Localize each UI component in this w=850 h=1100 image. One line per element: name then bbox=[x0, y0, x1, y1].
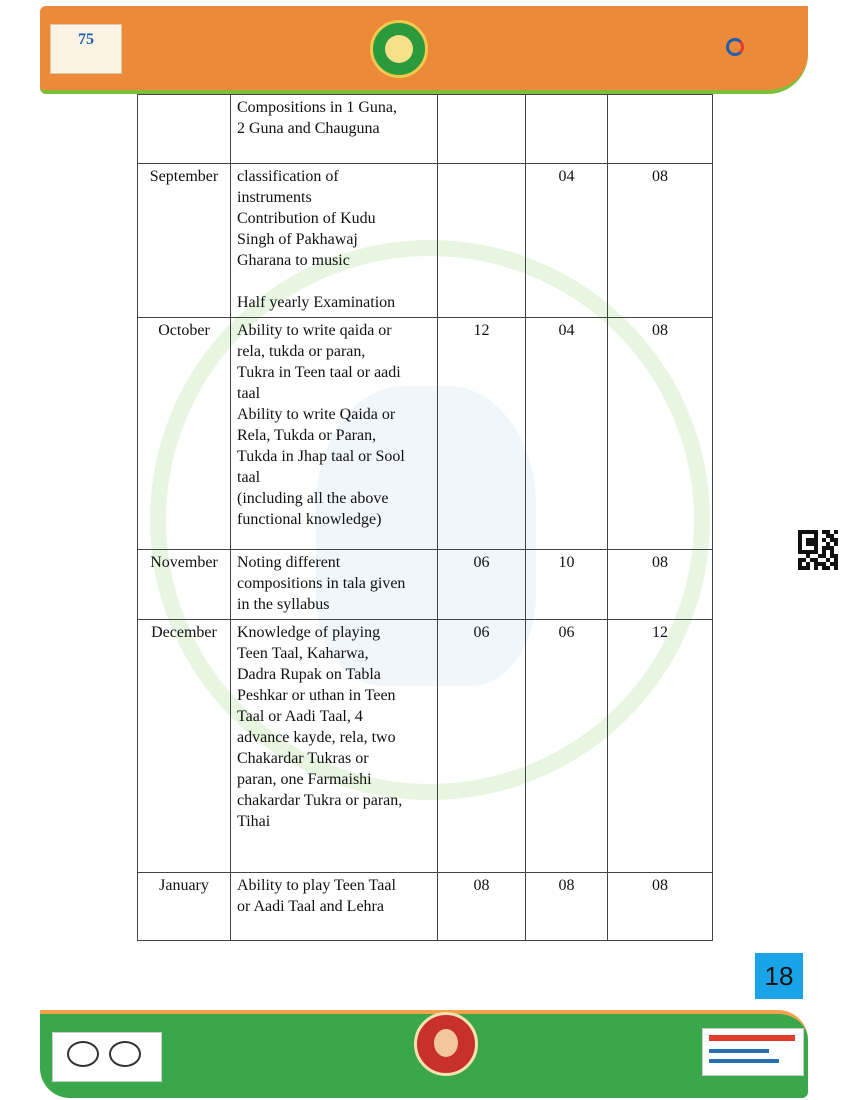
qr-code-icon[interactable] bbox=[798, 530, 838, 570]
marks-cell: 08 bbox=[438, 873, 526, 941]
content-line: taal bbox=[237, 385, 261, 402]
table-row bbox=[138, 95, 713, 164]
content-line bbox=[237, 271, 431, 292]
content-line: Dadra Rupak on Tabla bbox=[237, 666, 381, 683]
content-cell bbox=[231, 164, 438, 318]
content-line: or Aadi Taal and Lehra bbox=[237, 898, 384, 915]
content-line: functional knowledge) bbox=[237, 511, 382, 528]
month-cell: January bbox=[138, 873, 231, 941]
marks-cell: 08 bbox=[526, 873, 608, 941]
content-line: Taal or Aadi Taal, 4 bbox=[237, 708, 363, 725]
content-line: Ability to write Qaida or bbox=[237, 406, 396, 423]
content-line: Peshkar or uthan in Teen bbox=[237, 687, 396, 704]
table-row bbox=[138, 318, 713, 550]
marks-cell: 06 bbox=[438, 550, 526, 620]
content-line: classification of bbox=[237, 168, 339, 185]
content-line: Rela, Tukda or Paran, bbox=[237, 427, 377, 444]
marks-cell: 12 bbox=[608, 620, 713, 873]
marks-cell: 04 bbox=[526, 164, 608, 318]
content-line: compositions in tala given bbox=[237, 575, 406, 592]
content-cell bbox=[231, 620, 438, 873]
content-line: advance kayde, rela, two bbox=[237, 729, 396, 746]
content-line: Contribution of Kudu bbox=[237, 210, 376, 227]
marks-cell: 06 bbox=[438, 620, 526, 873]
marks-cell bbox=[438, 164, 526, 318]
month-cell bbox=[138, 95, 231, 164]
table-row bbox=[138, 620, 713, 873]
school-board-emblem bbox=[370, 20, 428, 78]
marks-cell: 06 bbox=[526, 620, 608, 873]
marks-cell: 08 bbox=[608, 318, 713, 550]
content-line: rela, tukda or paran, bbox=[237, 343, 366, 360]
content-line: Singh of Pakhawaj bbox=[237, 231, 358, 248]
syllabus-table bbox=[137, 94, 713, 941]
beti-bachao-logo bbox=[414, 1012, 478, 1076]
marks-cell: 04 bbox=[526, 318, 608, 550]
content-line: Gharana to music bbox=[237, 252, 350, 269]
content-line: chakardar Tukra or paran, bbox=[237, 792, 403, 809]
content-line: Ability to play Teen Taal bbox=[237, 877, 396, 894]
swachh-bharat-logo bbox=[52, 1032, 162, 1082]
month-cell: November bbox=[138, 550, 231, 620]
content-cell bbox=[231, 550, 438, 620]
digital-india-logo bbox=[726, 36, 790, 64]
content-line: Noting different bbox=[237, 554, 341, 571]
table-row bbox=[138, 164, 713, 318]
content-line: Compositions in 1 Guna, bbox=[237, 99, 398, 116]
marks-cell: 12 bbox=[438, 318, 526, 550]
content-line: Ability to write qaida or bbox=[237, 322, 392, 339]
table-row bbox=[138, 550, 713, 620]
content-line: in the syllabus bbox=[237, 596, 330, 613]
page-header bbox=[40, 6, 808, 90]
content-line: instruments bbox=[237, 189, 312, 206]
content-cell bbox=[231, 95, 438, 164]
marks-cell bbox=[438, 95, 526, 164]
marks-cell: 08 bbox=[608, 550, 713, 620]
content-line: Knowledge of playing bbox=[237, 624, 381, 641]
table-row bbox=[138, 873, 713, 941]
month-cell: September bbox=[138, 164, 231, 318]
shiksha-ka-adhikar-logo bbox=[702, 1028, 804, 1076]
content-line: 2 Guna and Chauguna bbox=[237, 120, 380, 137]
content-line: Teen Taal, Kaharwa, bbox=[237, 645, 369, 662]
marks-cell: 08 bbox=[608, 164, 713, 318]
marks-cell bbox=[608, 95, 713, 164]
month-cell: October bbox=[138, 318, 231, 550]
content-line: Tukra in Teen taal or aadi bbox=[237, 364, 401, 381]
marks-cell: 08 bbox=[608, 873, 713, 941]
content-cell bbox=[231, 318, 438, 550]
azadi-amrit-mahotsav-logo: 75 bbox=[50, 24, 122, 74]
page-footer bbox=[40, 1010, 808, 1094]
content-line: paran, one Farmaishi bbox=[237, 771, 372, 788]
content-line: Chakardar Tukras or bbox=[237, 750, 369, 767]
content-line: Tukda in Jhap taal or Sool bbox=[237, 448, 405, 465]
content-cell bbox=[231, 873, 438, 941]
page-number: 18 bbox=[755, 953, 803, 999]
marks-cell bbox=[526, 95, 608, 164]
month-cell: December bbox=[138, 620, 231, 873]
content-line: Tihai bbox=[237, 813, 271, 830]
content-line: taal bbox=[237, 469, 261, 486]
content-line: Half yearly Examination bbox=[237, 294, 396, 311]
marks-cell: 10 bbox=[526, 550, 608, 620]
content-line: (including all the above bbox=[237, 490, 389, 507]
